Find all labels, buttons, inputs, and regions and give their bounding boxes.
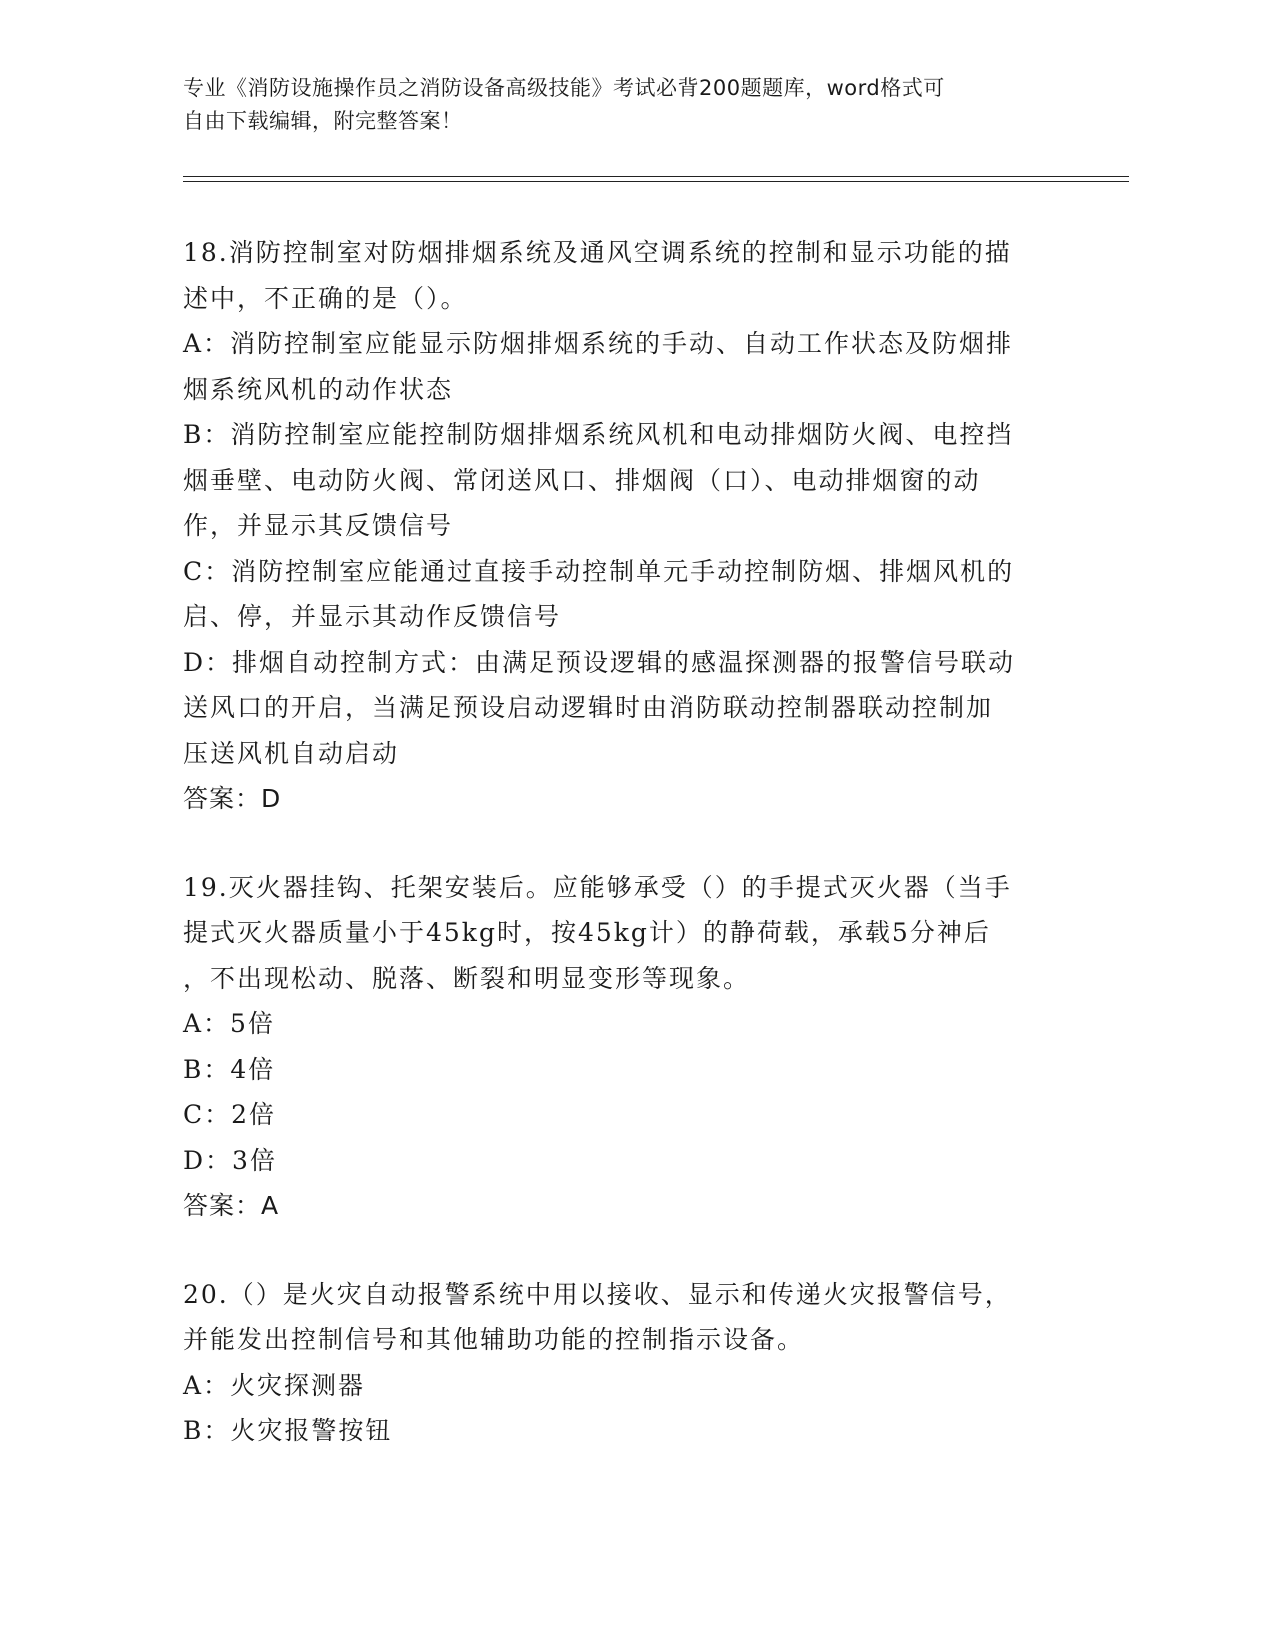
header-line: 自由下载编辑，附完整答案！	[183, 109, 463, 133]
option-b: 烟垂壁、电动防火阀、常闭送风口、排烟阀（口）、电动排烟窗的动	[183, 465, 981, 495]
question-stem: ，不出现松动、脱落、断裂和明显变形等现象。	[183, 963, 751, 993]
option-d: D：3倍	[183, 1145, 277, 1175]
answer-line: 答案：D	[183, 784, 282, 813]
option-b: B：4倍	[183, 1054, 276, 1084]
question-18	[183, 230, 1063, 822]
question-list	[183, 230, 1063, 1497]
header-divider	[183, 176, 1129, 177]
header-line: 专业《消防设施操作员之消防设备高级技能》考试必背200题题库，word格式可	[183, 76, 945, 100]
question-stem: 19.灭火器挂钩、托架安装后。应能够承受（）的手提式灭火器（当手	[183, 872, 1012, 902]
document-header	[183, 72, 1083, 138]
option-c: 启、停，并显示其动作反馈信号	[183, 602, 562, 631]
option-a: A：5倍	[183, 1009, 275, 1038]
option-d: D：排烟自动控制方式：由满足预设逻辑的感温探测器的报警信号联动	[183, 647, 1016, 677]
question-stem: 并能发出控制信号和其他辅助功能的控制指示设备。	[183, 1325, 805, 1354]
option-a: A：消防控制室应能显示防烟排烟系统的手动、自动工作状态及防烟排	[183, 329, 1014, 358]
question-stem: 提式灭火器质量小于45kg时，按45kg计）的静荷载，承载5分神后	[183, 918, 991, 947]
question-stem: 18.消防控制室对防烟排烟系统及通风空调系统的控制和显示功能的描	[183, 238, 1012, 267]
option-b: 作，并显示其反馈信号	[183, 511, 454, 540]
question-stem: 20.（）是火灾自动报警系统中用以接收、显示和传递火灾报警信号，	[183, 1279, 1012, 1309]
header-divider	[183, 181, 1129, 182]
option-d: 送风口的开启，当满足预设启动逻辑时由消防联动控制器联动控制加	[183, 693, 994, 722]
option-a: 烟系统风机的动作状态	[183, 374, 454, 404]
option-c: C：2倍	[183, 1100, 277, 1129]
option-b: B：消防控制室应能控制防烟排烟系统风机和电动排烟防火阀、电控挡	[183, 420, 1014, 449]
question-stem: 述中，不正确的是（）。	[183, 283, 468, 313]
answer-line: 答案：A	[183, 1191, 280, 1220]
question-20	[183, 1272, 1063, 1454]
option-d: 压送风机自动启动	[183, 738, 400, 768]
option-c: C：消防控制室应能通过直接手动控制单元手动控制防烟、排烟风机的	[183, 556, 1015, 586]
option-b: B：火灾报警按钮	[183, 1416, 393, 1445]
question-19	[183, 865, 1063, 1229]
option-a: A：火灾探测器	[183, 1370, 366, 1400]
